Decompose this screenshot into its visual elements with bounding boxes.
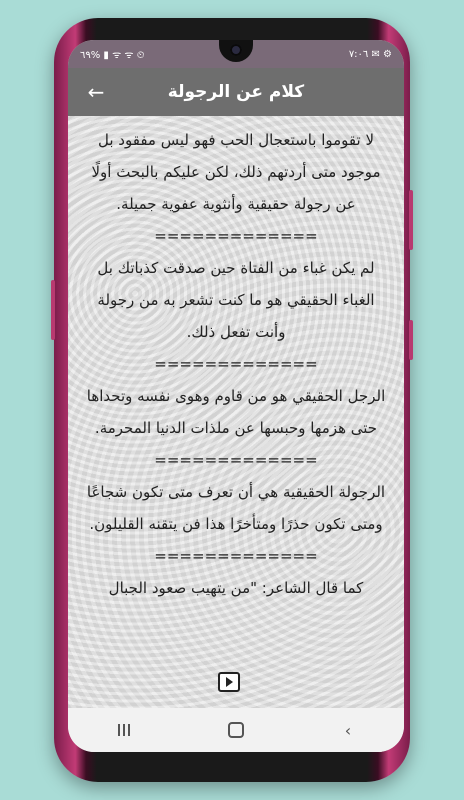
status-right: ٧:٠٦ ✉ ⚙ (348, 48, 392, 60)
screen (68, 40, 404, 752)
camera-icon (230, 44, 242, 56)
power-button (409, 190, 413, 250)
home-button[interactable] (216, 715, 256, 745)
play-icon[interactable] (218, 672, 240, 692)
side-button (409, 320, 413, 360)
quote-paragraph: الرجولة الحقيقية هي أن تعرف متى تكون شجاعًا ومتى تكون حذرًا ومتأخرًا هذا فن يتقنه القليلون. (86, 483, 386, 533)
navigation-bar (68, 708, 404, 752)
quote-paragraph: لم يكن غباء من الفتاة حين صدقت كذباتك بل الغباء الحقيقي هو ما كنت تشعر به من رجولة وأنت تفعل ذلك. (97, 259, 375, 341)
separator: ============= (154, 227, 318, 245)
volume-button (51, 280, 55, 340)
quotes-text (68, 116, 404, 604)
separator: ============= (154, 355, 318, 373)
page-title: كلام عن الرجولة (167, 82, 305, 102)
content-area[interactable] (68, 116, 404, 708)
status-left: ٦٩% ▮ ᯤ ᯤ ⏲ (80, 50, 145, 61)
recents-button[interactable] (104, 715, 144, 745)
quote-paragraph: الرجل الحقيقي هو من قاوم وهوى نفسه وتحداها حتى هزمها وحبسها عن ملذات الدنيا المحرمة. (86, 387, 386, 437)
back-button[interactable] (84, 80, 108, 104)
app-bar (68, 68, 404, 116)
nav-back-button[interactable] (328, 715, 368, 745)
arrow-left-icon: ← (87, 80, 105, 104)
chevron-left-icon: ‹ (344, 720, 352, 740)
separator: ============= (154, 547, 318, 565)
recents-icon (118, 724, 130, 736)
separator: ============= (154, 451, 318, 469)
quote-paragraph: لا تقوموا باستعجال الحب فهو ليس مفقود بل موجود متى أردتهم ذلك، لكن عليكم بالبحث أولًا عن رجولة حقيقية وأنثوية عفوية جميلة. (91, 131, 381, 213)
home-icon (228, 722, 244, 738)
quote-paragraph: كما قال الشاعر: "من يتهيب صعود الجبال (108, 579, 364, 597)
